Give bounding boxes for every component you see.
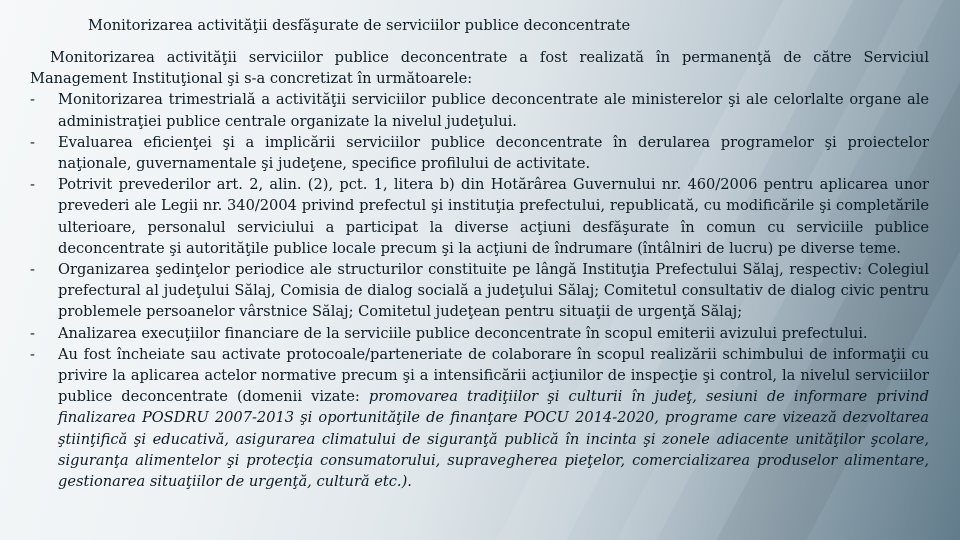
activity-list (30, 89, 929, 492)
bullet-dash: - (30, 345, 35, 363)
list-item (30, 132, 929, 174)
list-item-text: Potrivit prevederilor art. 2, alin. (2), pct. 1, litera b) din Hotărârea Guvernului nr. 460/2006 pentru aplicarea unor prevederi ale Legii nr. 340/2004 privind prefectul şi instituţia prefectului, republicată, cu modificările şi completările ulterioare, personalul serviciului a participat la diverse acţiuni desfăşurate în comun cu serviciile publice deconcentrate şi autorităţile publice locale precum şi la acţiuni de îndrumare (întâlniri de lucru) pe diverse teme. (58, 176, 929, 257)
list-item-italic-text: promovarea tradiţiilor şi culturii în judeţ, sesiuni de informare privind finalizarea POSDRU 2007-2013 şi oportunităţile de finanţare POCU 2014-2020, programe care vizează dezvoltarea ştiinţifică şi educativă, asigurarea climatului de siguranţă publică în incinta şi zonele adiacente unităţilor şcolare, siguranţa alimentelor şi protecţia consumatorului, supravegherea pieţelor, comercializarea produselor alimentare, gestionarea situaţiilor de urgenţă, cultură etc.). (58, 388, 930, 491)
list-item-text: Au fost încheiate sau activate protocoale/parteneriate de colaborare în scopul realizării schimbului de informaţii cu privire la aplicarea actelor normative precum şi a intensificării acţiunilor de inspecţie şi control, la nivelul serviciilor publice deconcentrate (domenii vizate: (58, 345, 929, 406)
slide-content (30, 16, 929, 492)
bullet-dash: - (30, 261, 35, 279)
list-item (30, 174, 929, 259)
list-item-text: Evaluarea eficienţei şi a implicării serviciilor publice deconcentrate în derularea programelor şi proiectelor naţionale, guvernamentale şi judeţene, specifice profilului de activitate. (58, 133, 929, 173)
bullet-dash: - (30, 176, 35, 194)
list-item (30, 323, 929, 344)
list-item-text: Analizarea execuţiilor financiare de la serviciile publice deconcentrate în scopul emiterii avizului prefectului. (58, 324, 868, 342)
list-item (30, 259, 929, 323)
slide-title: Monitorizarea activităţii desfăşurate de serviciilor publice deconcentrate (88, 17, 631, 34)
bullet-dash: - (30, 324, 35, 342)
list-item-text: Organizarea şedinţelor periodice ale structurilor constituite pe lângă Instituţia Prefectului Sălaj, respectiv: Colegiul prefectural al judeţului Sălaj, Comisia de dialog socială a judeţului Sălaj; Comitetul consultativ de dialog civic pentru problemele persoanelor vârstnice Sălaj; Comitetul judeţean pentru situaţii de urgenţă Sălaj; (58, 261, 929, 321)
list-item (30, 344, 929, 492)
list-item (30, 89, 929, 131)
bullet-dash: - (30, 91, 35, 109)
bullet-dash: - (30, 133, 35, 151)
intro-paragraph: Monitorizarea activităţii serviciilor publice deconcentrate a fost realizată în permanenţă de către Serviciul Management Instituţional şi s-a concretizat în următoarele: (30, 49, 929, 88)
list-item-text: Monitorizarea trimestrială a activităţii serviciilor publice deconcentrate ale ministerelor şi ale celorlalte organe ale administraţiei publice centrale organizate la nivelul judeţului. (58, 91, 929, 130)
